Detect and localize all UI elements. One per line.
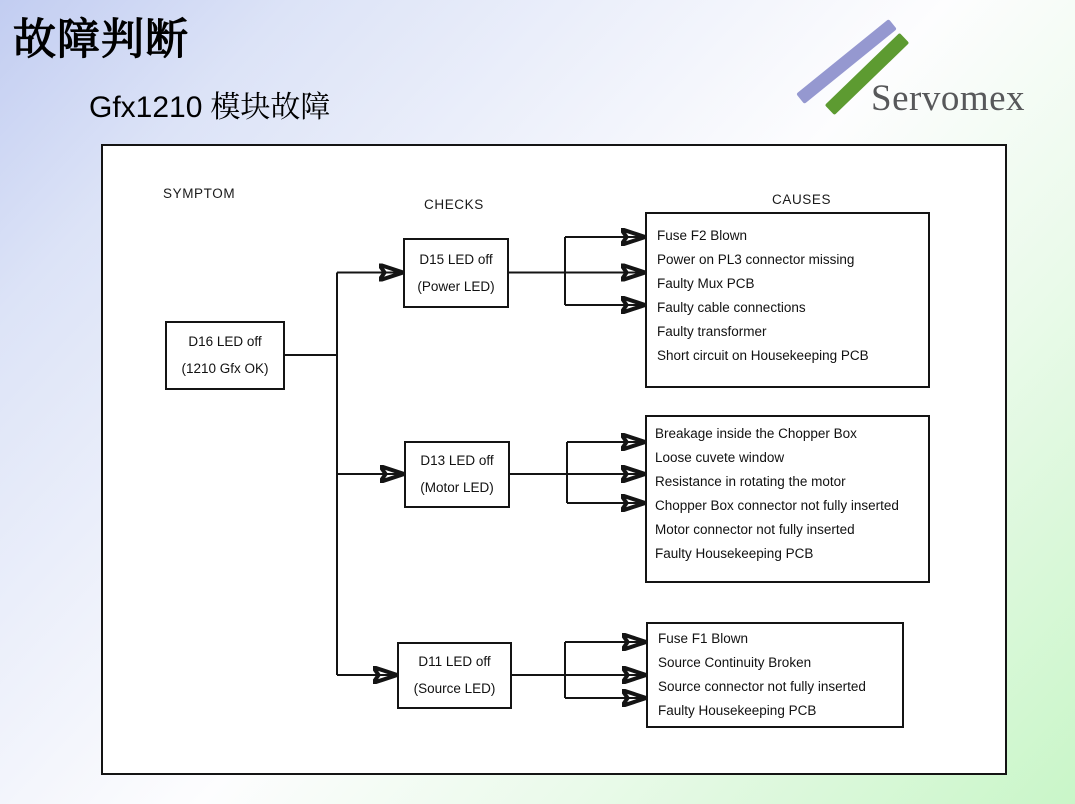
cause-item: Fuse F1 Blown <box>658 631 749 646</box>
cause-item: Chopper Box connector not fully inserted <box>655 498 899 513</box>
check-box-line2: (Motor LED) <box>420 480 494 495</box>
cause-item: Motor connector not fully inserted <box>655 522 855 537</box>
cause-item: Short circuit on Housekeeping PCB <box>657 348 869 363</box>
slide-subtitle <box>89 82 330 126</box>
cause-item: Fuse F2 Blown <box>657 228 748 243</box>
cause-item: Resistance in rotating the motor <box>655 474 846 489</box>
cause-item: Power on PL3 connector missing <box>657 252 855 267</box>
check-box-line1: D13 LED off <box>420 453 494 468</box>
subtitle-text: 模块故障 <box>210 90 331 125</box>
column-header-checks: CHECKS <box>424 197 484 212</box>
check-box-line2: (Source LED) <box>413 681 496 696</box>
check-box-line1: D11 LED off <box>418 654 491 669</box>
cause-item: Faulty Housekeeping PCB <box>658 703 817 718</box>
check-box-line2: (Power LED) <box>417 278 495 294</box>
causes-box-power <box>645 212 930 388</box>
causes-box-source <box>646 622 904 728</box>
subtitle-model: Gfx1210 <box>89 91 203 124</box>
column-header-symptom: SYMPTOM <box>163 186 236 201</box>
cause-item: Faulty Mux PCB <box>657 276 755 291</box>
symptom-box-d16 <box>165 321 285 390</box>
diagram-panel <box>101 144 1007 775</box>
cause-item: Source connector not fully inserted <box>658 679 866 694</box>
cause-item: Faulty cable connections <box>657 300 806 315</box>
check-box-d15 <box>403 238 509 308</box>
servomex-logo <box>795 15 1075 120</box>
check-box-d13 <box>404 441 510 508</box>
logo-wordmark: Servomex <box>871 78 1026 119</box>
symptom-box-line2: (1210 Gfx OK) <box>181 361 269 376</box>
check-box-line1: D15 LED off <box>419 251 493 267</box>
symptom-box-line1: D16 LED off <box>188 334 262 349</box>
causes-box-motor <box>645 415 930 583</box>
page-title: 故障判断 <box>13 15 189 65</box>
cause-item: Breakage inside the Chopper Box <box>655 426 857 441</box>
cause-item: Faulty transformer <box>657 324 767 339</box>
check-box-d11 <box>397 642 512 709</box>
cause-item: Source Continuity Broken <box>658 655 812 670</box>
column-header-causes: CAUSES <box>772 192 832 207</box>
cause-item: Faulty Housekeeping PCB <box>655 546 814 561</box>
cause-item: Loose cuvete window <box>655 450 785 465</box>
